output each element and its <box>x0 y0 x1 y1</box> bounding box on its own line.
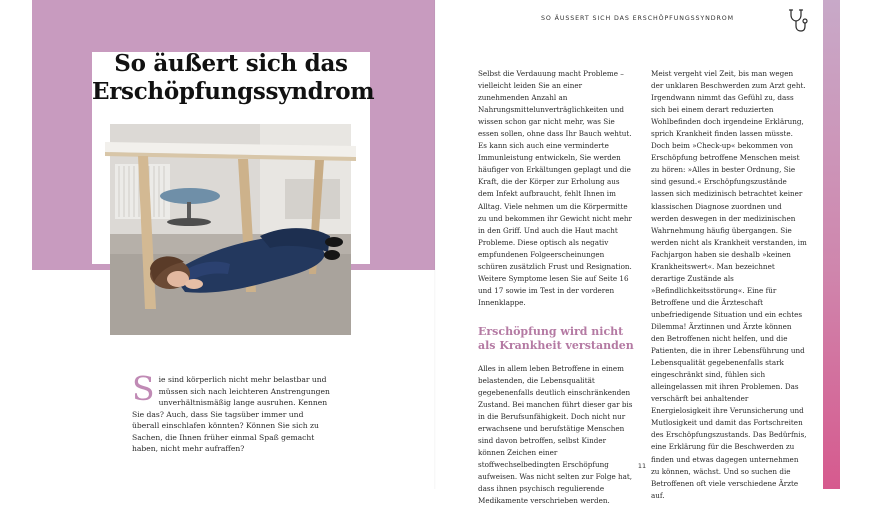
intro-paragraph <box>132 369 332 455</box>
section-subheading: Erschöpfung wird nicht als Krankheit verstanden <box>478 324 634 352</box>
page-number: 11 <box>637 462 647 470</box>
intro-text: ie sind körperlich nicht mehr belastbar und müssen sich nach leichteren Anstrengungen unverhältnismäßig lange ausruhen. Kennen Sie das? Auch, dass Sie tagsüber immer und überall einschlafen könnten? Können Sie sich zu Sachen, die Ihnen früher einmal Spaß gemacht haben, nicht mehr aufraffen? <box>132 375 330 453</box>
body-paragraph: Selbst die Verdauung macht Probleme – vielleicht leiden Sie an einer zunehmenden Anzahl an Nahrungsmittelunverträglichkeiten und wissen schon gar nicht mehr, was Sie essen sollen, ohne dass Ihr Bauch wehtut. Es kann sich auch eine verminderte Immunleistung entwickeln, Sie werden häufiger von Erkältungen geplagt und die Kraft, die der Körper zur Erholung aus dem Infekt aufbraucht, fehlt Ihnen im Alltag. Viele nehmen um die Körpermitte zu und bekommen ihr Gewicht nicht mehr in den Griff. Und auch die Haut macht Probleme. Diese optisch als negativ empfundenen Folgeerscheinungen schüren zusätzlich Frust und Resignation. Weitere Symptome lesen Sie auf Seite 16 und 17 sowie im Test in der vorderen Innenklappe. <box>478 69 632 307</box>
exhausted-woman-photo <box>110 124 351 335</box>
body-paragraph: Meist vergeht viel Zeit, bis man wegen der unklaren Beschwerden zum Arzt geht. Irgendwann nimmt das Gefühl zu, dass sich bei einem derart reduzierten Wohlbefinden doch irgendeine Erklärung, sprich Krankheit finden lassen müsste. Doch beim »Check-up« bekommen von Erschöpfung betroffene Menschen meist zu hören: »Alles in bester Ordnung, Sie sind gesund.« Erschöpfungszustände lassen sich medizinisch betrachtet keiner klassischen Diagnose zuordnen und werden deswegen in der medizinischen Wahrnehmung häufig übergangen. Sie werden nicht als Krankheit verstanden, im Fachjargon haben sie deshalb »keinen Krankheitswert«. Man bezeichnet derartige Zustände als »Befindlichkeitsstörung«. Eine für Betroffene und die Ärzteschaft unbefriedigende Situation und ein echtes Dilemma! Ärztinnen und Ärzte können den Betroffenen nicht helfen, und die Patienten, die in ihrer Lebensführung und Lebensqualität gegebenenfalls stark eingeschränkt sind, fühlen sich alleingelassen mit ihren Problemen. Das verschärft bei anhaltender Energielosigkeit ihre Verunsicherung und Mutlosigkeit und damit das Fortschreiten des Erschöpfungszustands. Das Bedürfnis, eine Erklärung für die Beschwerden zu finden und etwas dagegen unternehmen zu können, wächst. Und so suchen die Betroffenen oft viele verschiedene Ärzte auf. <box>651 69 807 500</box>
body-paragraph: Alles in allem leben Betroffene in einem belastenden, die Lebensqualität gegebenenfalls deutlich einschränkenden Zustand. Bei manchen führt dieser gar bis in die Berufsunfähigkeit. Doch nicht nur erwachsene und berufstätige Menschen sind davon betroffen, selbst Kinder können Zeichen einer stoffwechselbedingten Erschöpfung aufweisen. Was nicht selten zur Folge hat, dass ihnen psychisch regulierende Medikamente verschrieben werden. <box>478 363 633 506</box>
running-head: SO ÄUSSERT SICH DAS ERSCHÖPFUNGSSYNDROM <box>541 15 734 22</box>
text-column-1 <box>478 68 634 508</box>
stethoscope-icon <box>786 8 808 34</box>
gutter-shadow <box>434 0 436 489</box>
page-title: So äußert sich das Erschöpfungssyndrom <box>92 50 375 105</box>
drop-cap: S <box>132 369 155 408</box>
edge-color-bar <box>823 0 840 489</box>
text-column-2 <box>651 68 807 502</box>
